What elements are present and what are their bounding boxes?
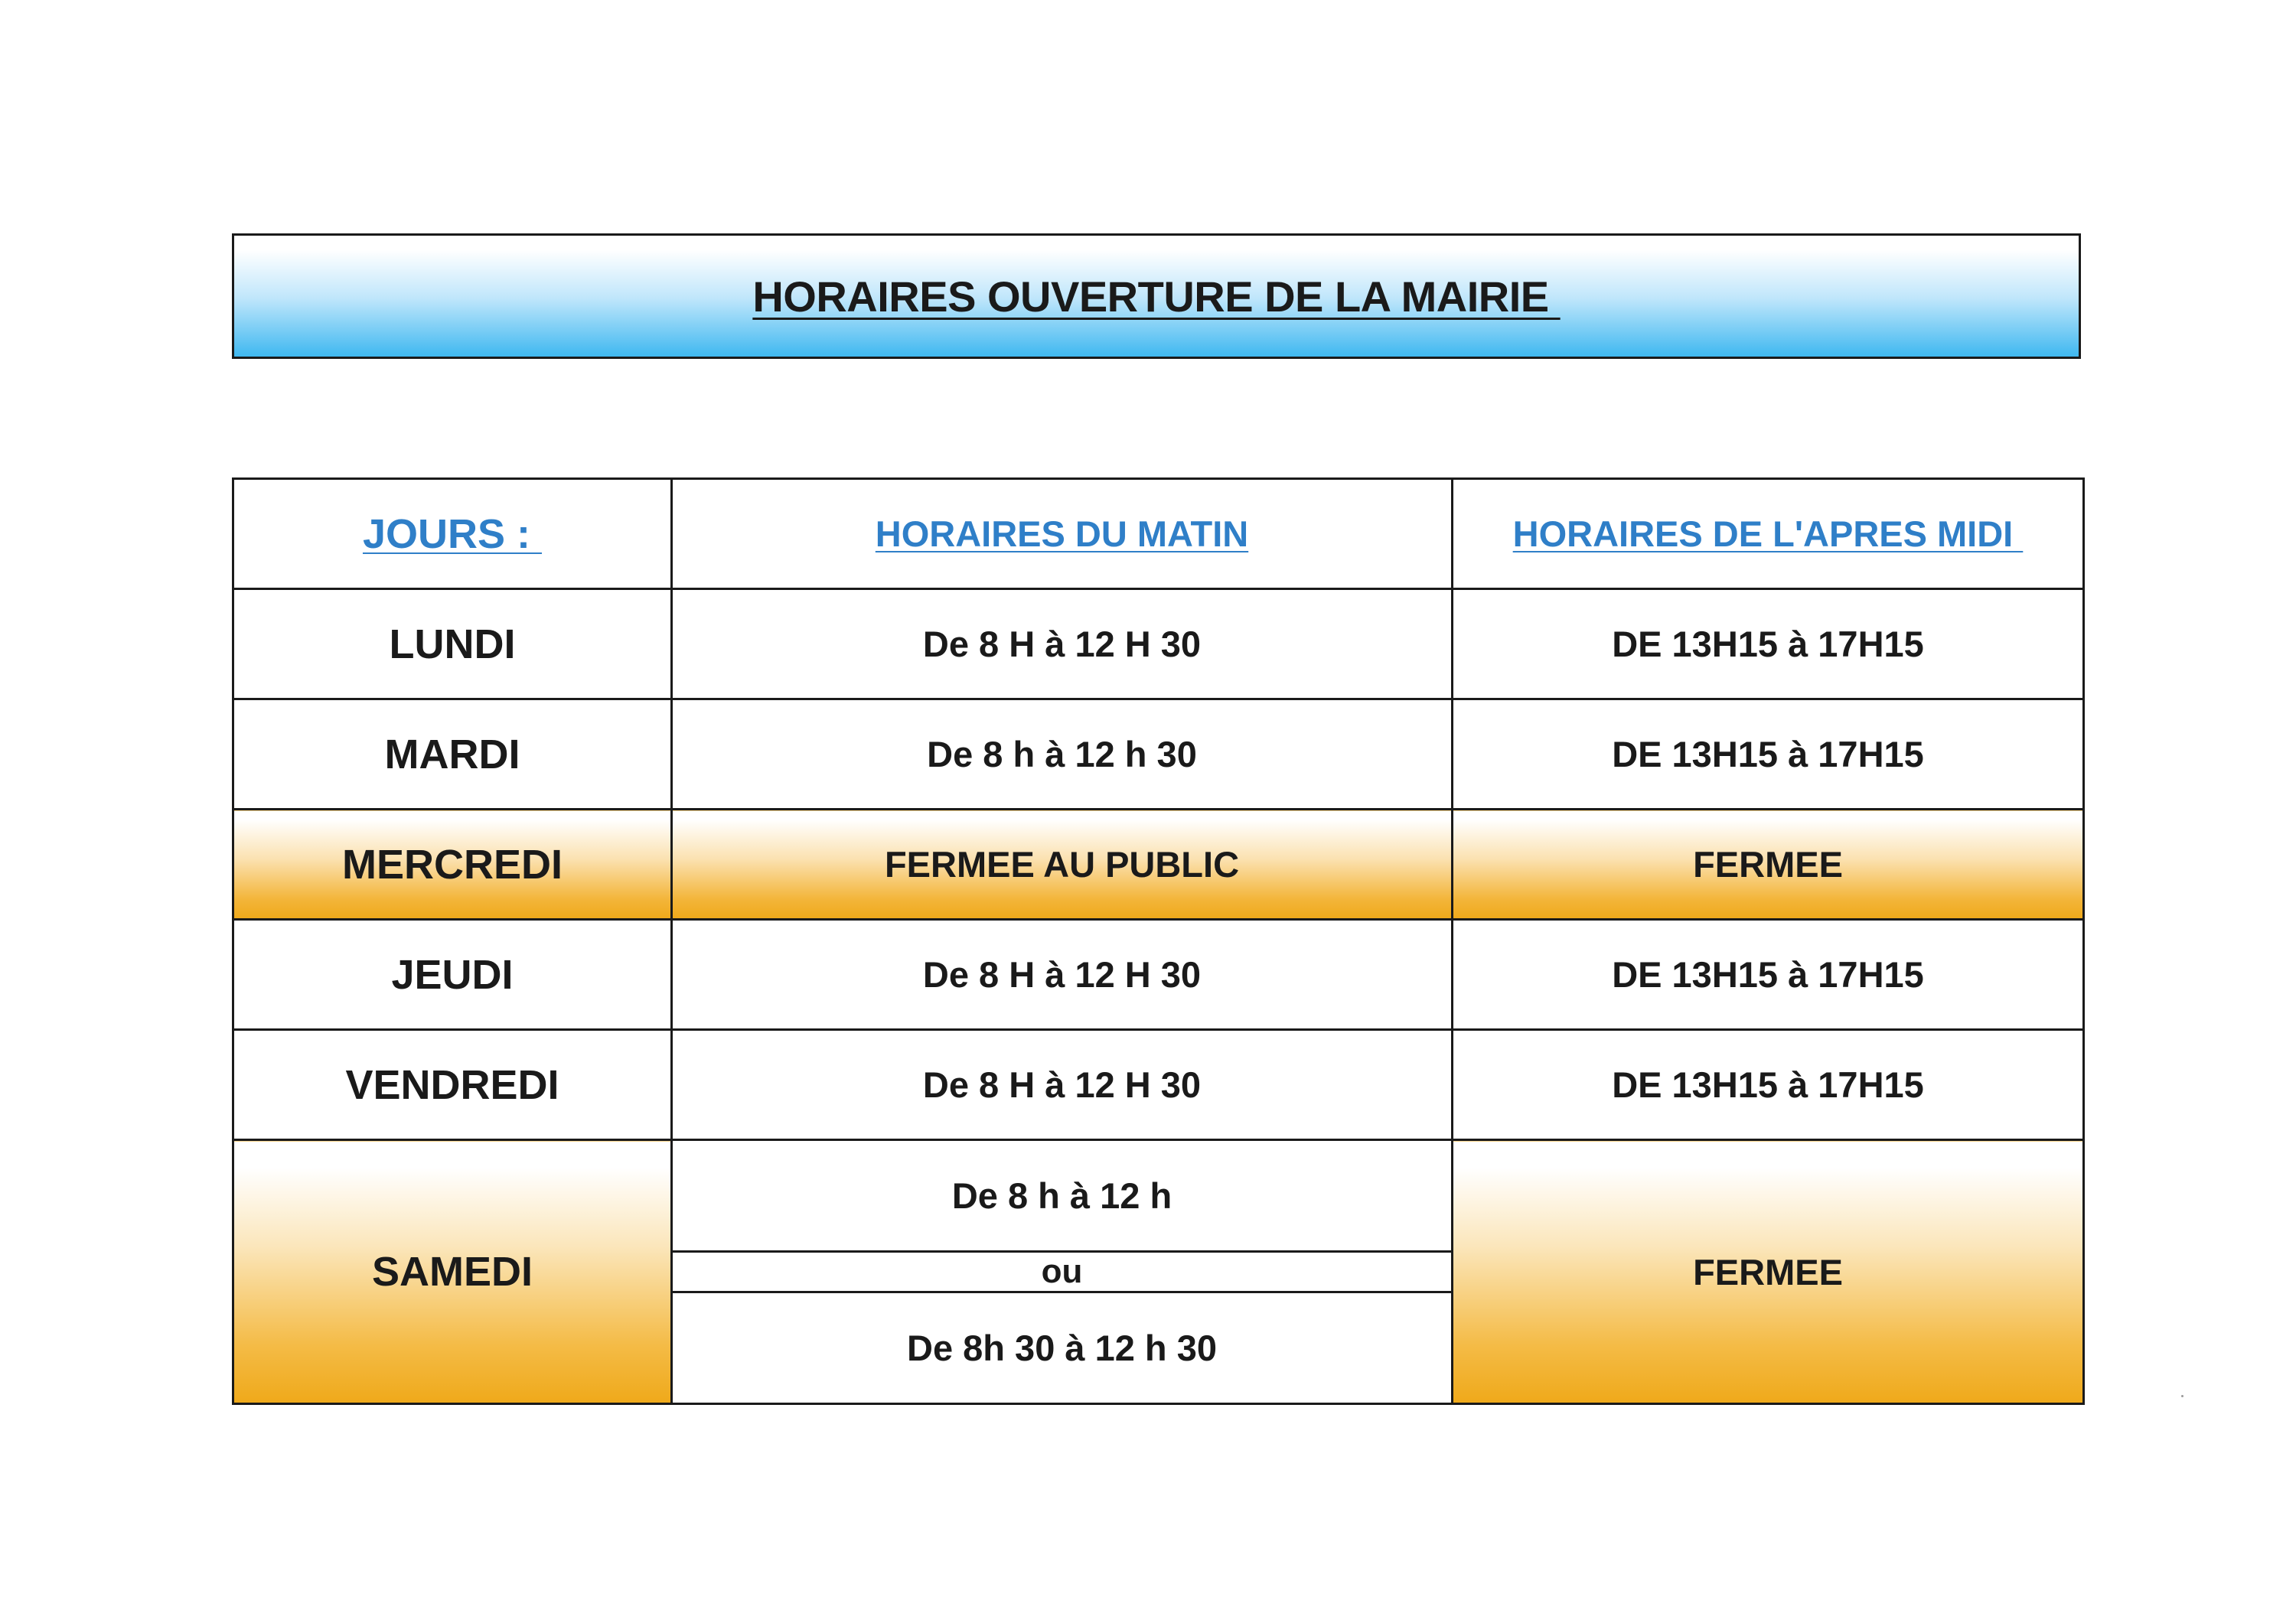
morning-hours-cell: De 8 H à 12 H 30 bbox=[672, 1030, 1453, 1140]
table-row-mardi bbox=[233, 699, 2084, 810]
table-row-jeudi bbox=[233, 920, 2084, 1030]
afternoon-hours-cell: DE 13H15 à 17H15 bbox=[1453, 920, 2084, 1030]
morning-hours-cell: De 8 h à 12 h 30 bbox=[672, 699, 1453, 810]
morning-option-1-cell: De 8 h à 12 h bbox=[672, 1140, 1453, 1252]
header-day-label: JOURS : bbox=[362, 510, 543, 557]
morning-hours-cell: De 8 H à 12 H 30 bbox=[672, 589, 1453, 699]
day-cell: MERCREDI bbox=[233, 810, 672, 920]
header-morning-cell bbox=[672, 479, 1453, 589]
opening-hours-table bbox=[232, 477, 2085, 1405]
afternoon-hours-cell: DE 13H15 à 17H15 bbox=[1453, 699, 2084, 810]
day-cell: VENDREDI bbox=[233, 1030, 672, 1140]
page-title: HORAIRES OUVERTURE DE LA MAIRIE bbox=[752, 272, 1561, 321]
table-row-lundi bbox=[233, 589, 2084, 699]
day-cell: LUNDI bbox=[233, 589, 672, 699]
afternoon-hours-cell: FERMEE bbox=[1453, 1140, 2084, 1404]
morning-hours-cell: De 8 H à 12 H 30 bbox=[672, 920, 1453, 1030]
table-row-samedi bbox=[233, 1140, 2084, 1252]
day-cell: JEUDI bbox=[233, 920, 672, 1030]
afternoon-hours-cell: FERMEE bbox=[1453, 810, 2084, 920]
scan-speck bbox=[2181, 1395, 2183, 1397]
header-day-cell bbox=[233, 479, 672, 589]
or-separator-cell: ou bbox=[672, 1252, 1453, 1292]
header-afternoon-label: HORAIRES DE L'APRES MIDI bbox=[1512, 513, 2024, 554]
table-row-vendredi bbox=[233, 1030, 2084, 1140]
table-header-row bbox=[233, 479, 2084, 589]
table-row-mercredi bbox=[233, 810, 2084, 920]
header-afternoon-cell bbox=[1453, 479, 2084, 589]
afternoon-hours-cell: DE 13H15 à 17H15 bbox=[1453, 1030, 2084, 1140]
day-cell: MARDI bbox=[233, 699, 672, 810]
header-morning-label: HORAIRES DU MATIN bbox=[875, 513, 1249, 554]
title-banner bbox=[232, 233, 2081, 359]
morning-hours-cell: FERMEE AU PUBLIC bbox=[672, 810, 1453, 920]
afternoon-hours-cell: DE 13H15 à 17H15 bbox=[1453, 589, 2084, 699]
day-cell: SAMEDI bbox=[233, 1140, 672, 1404]
morning-option-2-cell: De 8h 30 à 12 h 30 bbox=[672, 1292, 1453, 1404]
